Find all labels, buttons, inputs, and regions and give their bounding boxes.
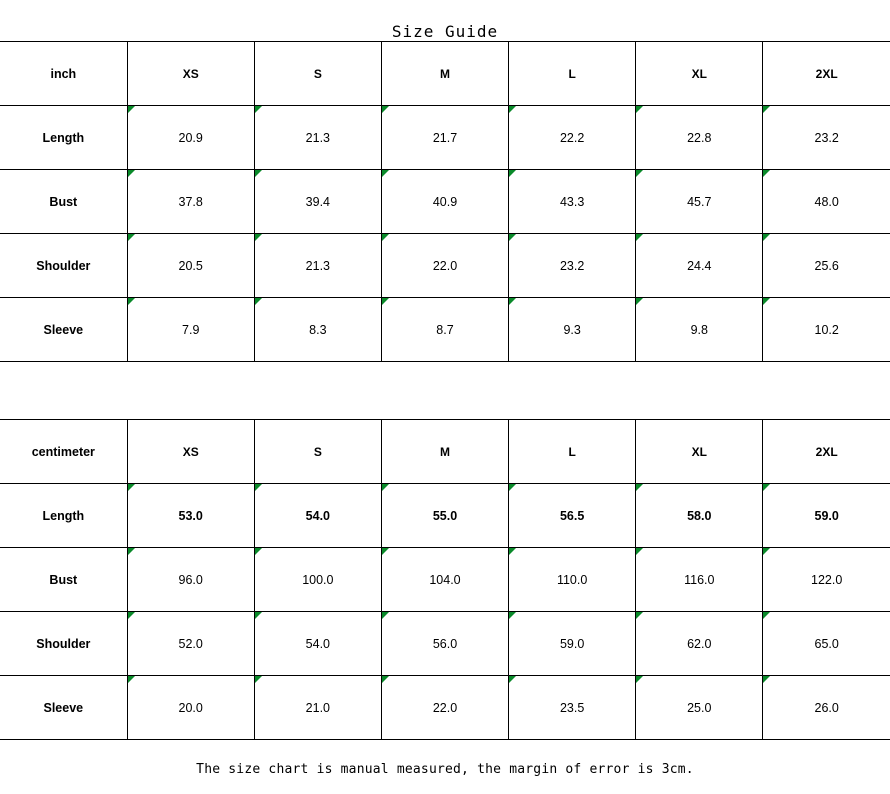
row-label-length: Length: [0, 106, 127, 170]
table-row: [0, 298, 890, 362]
cell-value: 116.0: [636, 548, 763, 612]
cell-value: 22.8: [636, 106, 763, 170]
column-header-xl: XL: [636, 420, 763, 484]
cell-value: 10.2: [763, 298, 890, 362]
column-header-l: L: [509, 42, 636, 106]
cell-value: 26.0: [763, 676, 890, 740]
column-header-m: M: [381, 420, 508, 484]
cell-value: 23.5: [509, 676, 636, 740]
cell-value: 20.5: [127, 234, 254, 298]
cell-value: 56.0: [381, 612, 508, 676]
row-label-bust: Bust: [0, 548, 127, 612]
cell-value: 9.8: [636, 298, 763, 362]
cell-value: 25.6: [763, 234, 890, 298]
table-gap-spacer: [0, 362, 890, 419]
table-header-row: [0, 420, 890, 484]
row-label-bust: Bust: [0, 170, 127, 234]
table-row: [0, 484, 890, 548]
cell-value: 48.0: [763, 170, 890, 234]
cell-value: 122.0: [763, 548, 890, 612]
cell-value: 21.7: [381, 106, 508, 170]
cell-value: 21.3: [254, 106, 381, 170]
page-title: Size Guide: [391, 22, 499, 41]
row-label-sleeve: Sleeve: [0, 676, 127, 740]
table-row: [0, 170, 890, 234]
cell-value: 7.9: [127, 298, 254, 362]
cell-value: 59.0: [509, 612, 636, 676]
cell-value: 22.0: [381, 676, 508, 740]
cell-value: 45.7: [636, 170, 763, 234]
row-label-shoulder: Shoulder: [0, 234, 127, 298]
column-header-2xl: 2XL: [763, 42, 890, 106]
cell-value: 56.5: [509, 484, 636, 548]
size-table-centimeter: [0, 419, 890, 740]
cell-value: 65.0: [763, 612, 890, 676]
cell-value: 54.0: [254, 612, 381, 676]
measurement-disclaimer: The size chart is manual measured, the margin of error is 3cm.: [196, 762, 694, 777]
cell-value: 39.4: [254, 170, 381, 234]
table-row: [0, 612, 890, 676]
cell-value: 62.0: [636, 612, 763, 676]
table-header-row: [0, 42, 890, 106]
row-label-sleeve: Sleeve: [0, 298, 127, 362]
cell-value: 96.0: [127, 548, 254, 612]
cell-value: 20.9: [127, 106, 254, 170]
cell-value: 54.0: [254, 484, 381, 548]
column-header-m: M: [381, 42, 508, 106]
cell-value: 8.3: [254, 298, 381, 362]
cell-value: 104.0: [381, 548, 508, 612]
column-header-xl: XL: [636, 42, 763, 106]
table-row: [0, 106, 890, 170]
column-header-xs: XS: [127, 42, 254, 106]
column-header-xs: XS: [127, 420, 254, 484]
table-row: [0, 548, 890, 612]
cell-value: 59.0: [763, 484, 890, 548]
cell-value: 25.0: [636, 676, 763, 740]
cell-value: 40.9: [381, 170, 508, 234]
row-label-shoulder: Shoulder: [0, 612, 127, 676]
cell-value: 110.0: [509, 548, 636, 612]
cell-value: 53.0: [127, 484, 254, 548]
column-header-s: S: [254, 420, 381, 484]
cell-value: 37.8: [127, 170, 254, 234]
size-table-inch: [0, 41, 890, 362]
cell-value: 100.0: [254, 548, 381, 612]
cell-value: 43.3: [509, 170, 636, 234]
cell-value: 55.0: [381, 484, 508, 548]
cell-value: 20.0: [127, 676, 254, 740]
column-header-s: S: [254, 42, 381, 106]
cell-value: 8.7: [381, 298, 508, 362]
cell-value: 21.3: [254, 234, 381, 298]
cell-value: 22.2: [509, 106, 636, 170]
cell-value: 24.4: [636, 234, 763, 298]
cell-value: 23.2: [509, 234, 636, 298]
row-label-length: Length: [0, 484, 127, 548]
table-row: [0, 234, 890, 298]
column-header-2xl: 2XL: [763, 420, 890, 484]
column-header-l: L: [509, 420, 636, 484]
unit-label-centimeter: centimeter: [0, 420, 127, 484]
cell-value: 22.0: [381, 234, 508, 298]
cell-value: 9.3: [509, 298, 636, 362]
cell-value: 52.0: [127, 612, 254, 676]
unit-label-inch: inch: [0, 42, 127, 106]
table-row: [0, 676, 890, 740]
cell-value: 21.0: [254, 676, 381, 740]
cell-value: 23.2: [763, 106, 890, 170]
cell-value: 58.0: [636, 484, 763, 548]
